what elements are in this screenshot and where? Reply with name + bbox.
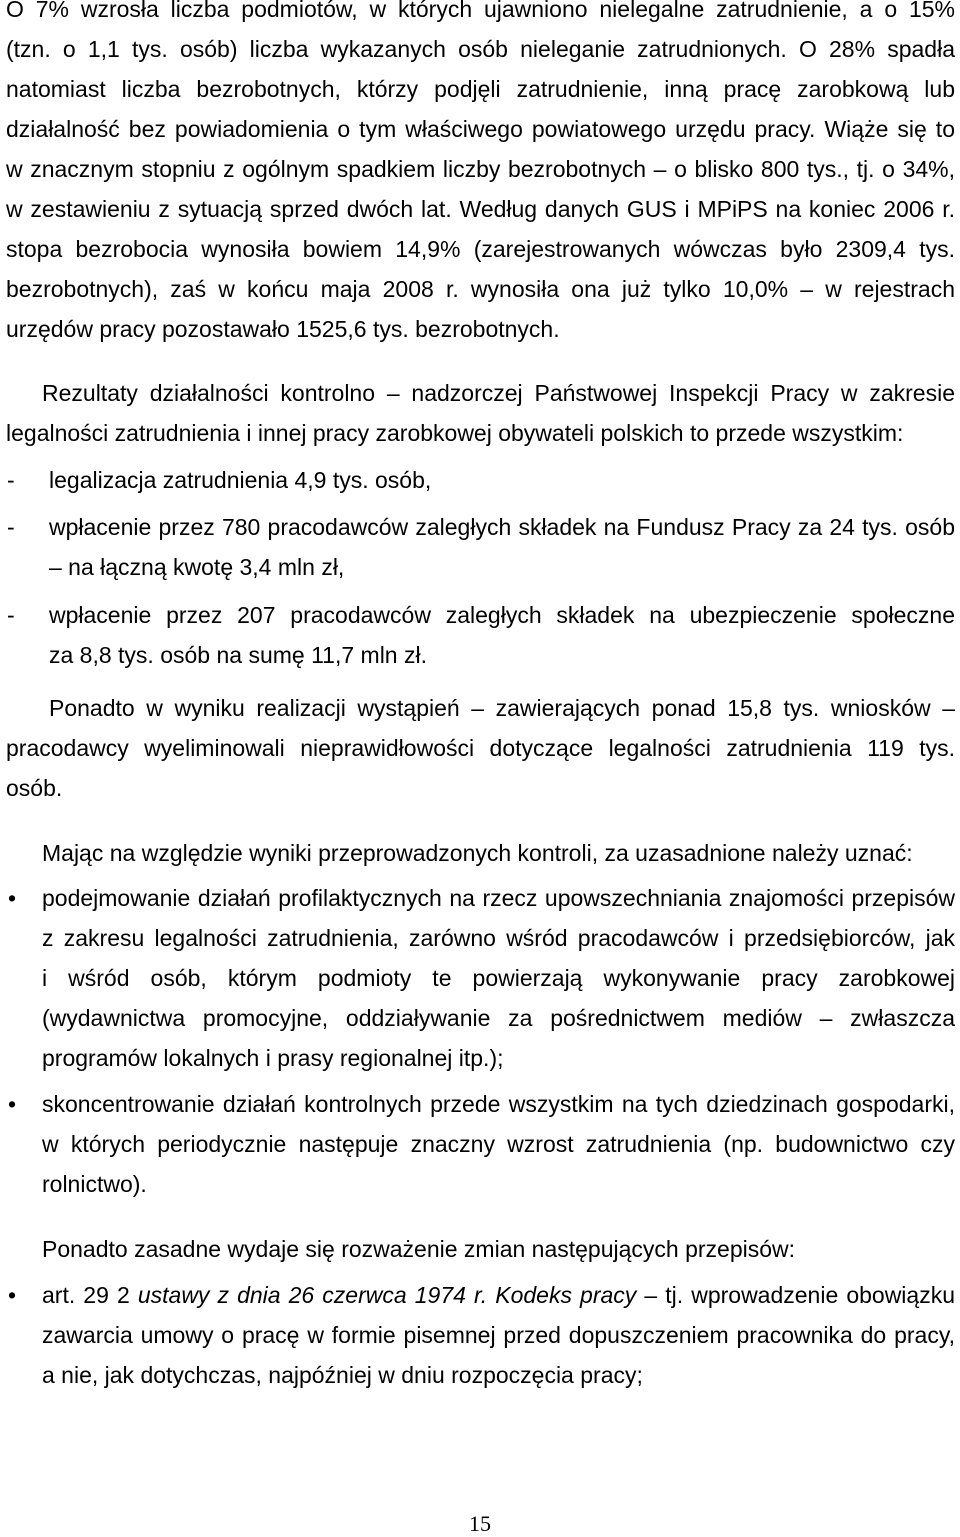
text-line: wpłacenie przez 207 pracodawców zaległych składek na ubezpieczenie społeczne — [49, 602, 955, 628]
text-line — [42, 1275, 955, 1315]
text-line: z zakresu legalności zatrudnienia, zarówno wśród pracodawców i przedsiębiorców, jak — [42, 925, 955, 951]
statute-title: ustawy z dnia 26 czerwca 1974 r. Kodeks pracy — [137, 1282, 637, 1308]
text-line: – na łączną kwotę 3,4 mln zł, — [49, 554, 345, 580]
text-line: podejmowanie działań profilaktycznych na rzecz upowszechniania znajomości przepisów — [42, 885, 955, 911]
list-item-result — [6, 595, 955, 675]
bullet-icon: • — [8, 885, 17, 911]
text-segment: – tj. wprowadzenie obowiązku — [644, 1282, 955, 1308]
text-line: legalności zatrudnienia i innej pracy zarobkowej obywateli polskich to przede wszystkim: — [6, 420, 904, 446]
paragraph-conclusions-intro — [6, 833, 955, 873]
list-item-result — [6, 507, 955, 587]
paragraph-speeches — [6, 688, 955, 808]
bullet-icon: • — [8, 1091, 17, 1117]
text-line: O 7% wzrosła liczba podmiotów, w których ujawniono nielegalne zatrudnienie, a o 15% — [6, 0, 955, 22]
bullet-icon: • — [8, 1282, 17, 1308]
article-reference: art. 29 2 — [42, 1282, 130, 1308]
text-line: stopa bezrobocia wynosiła bowiem 14,9% (zarejestrowanych wówczas było 2309,4 tys. — [6, 236, 955, 262]
text-line: Ponadto w wyniku realizacji wystąpień – zawierających ponad 15,8 tys. wniosków – — [49, 695, 955, 721]
paragraph-results-intro — [6, 373, 955, 453]
text-line: za 8,8 tys. osób na sumę 11,7 mln zł. — [49, 642, 427, 668]
list-item-result — [6, 460, 955, 500]
page-number: 15 — [469, 1511, 491, 1536]
text-line: osób. — [6, 775, 63, 801]
text-line: w których periodycznie następuje znaczny wzrost zatrudnienia (np. budownictwo czy — [42, 1131, 955, 1157]
paragraph-statistics — [6, 0, 955, 349]
list-item-conclusion — [6, 1084, 955, 1204]
text-line: a nie, jak dotychczas, najpóźniej w dniu rozpoczęcia pracy; — [42, 1362, 643, 1388]
list-item-amendment — [6, 1275, 955, 1395]
text-line: programów lokalnych i prasy regionalnej itp.); — [42, 1045, 504, 1071]
text-line: natomiast liczba bezrobotnych, którzy podjęli zatrudnienie, inną pracę zarobkową lub — [6, 76, 955, 102]
dash-bullet-icon: - — [7, 602, 15, 628]
text-line: Mając na względzie wyniki przeprowadzonych kontroli, za uzasadnione należy uznać: — [42, 840, 913, 866]
text-line: bezrobotnych), zaś w końcu maja 2008 r. wynosiła ona już tylko 10,0% – w rejestrach — [6, 276, 955, 302]
text-line: i wśród osób, którym podmioty te powierzają wykonywanie pracy zarobkowej — [42, 965, 955, 991]
text-line: Rezultaty działalności kontrolno – nadzorczej Państwowej Inspekcji Pracy w zakresie — [42, 380, 955, 406]
list-item-conclusion — [6, 878, 955, 1078]
text-line: zawarcia umowy o pracę w formie pisemnej przed dopuszczeniem pracownika do pracy, — [42, 1322, 955, 1348]
text-line: w znacznym stopniu z ogólnym spadkiem liczby bezrobotnych – o blisko 800 tys., tj. o 34%, — [6, 156, 955, 182]
text-line: rolnictwo). — [42, 1171, 147, 1197]
text-line: skoncentrowanie działań kontrolnych przede wszystkim na tych dziedzinach gospodarki, — [42, 1091, 955, 1117]
text-line: pracodawcy wyeliminowali nieprawidłowości dotyczące legalności zatrudnienia 119 tys. — [6, 735, 955, 761]
text-line: (tzn. o 1,1 tys. osób) liczba wykazanych osób nieleganie zatrudnionych. O 28% spadła — [6, 36, 955, 62]
text-line: działalność bez powiadomienia o tym właściwego powiatowego urzędu pracy. Wiąże się to — [6, 116, 955, 142]
text-line: (wydawnictwa promocyjne, oddziaływanie za pośrednictwem mediów – zwłaszcza — [42, 1005, 955, 1031]
text-line: urzędów pracy pozostawało 1525,6 tys. bezrobotnych. — [6, 316, 560, 342]
paragraph-amendments-intro — [6, 1229, 955, 1269]
text-line: legalizacja zatrudnienia 4,9 tys. osób, — [49, 467, 432, 493]
text-line: wpłacenie przez 780 pracodawców zaległych składek na Fundusz Pracy za 24 tys. osób — [49, 514, 955, 540]
dash-bullet-icon: - — [7, 467, 15, 493]
text-line: Ponadto zasadne wydaje się rozważenie zmian następujących przepisów: — [42, 1236, 796, 1262]
text-line: w zestawieniu z sytuacją sprzed dwóch lat. Według danych GUS i MPiPS na koniec 2006 r. — [6, 196, 955, 222]
dash-bullet-icon: - — [7, 514, 15, 540]
